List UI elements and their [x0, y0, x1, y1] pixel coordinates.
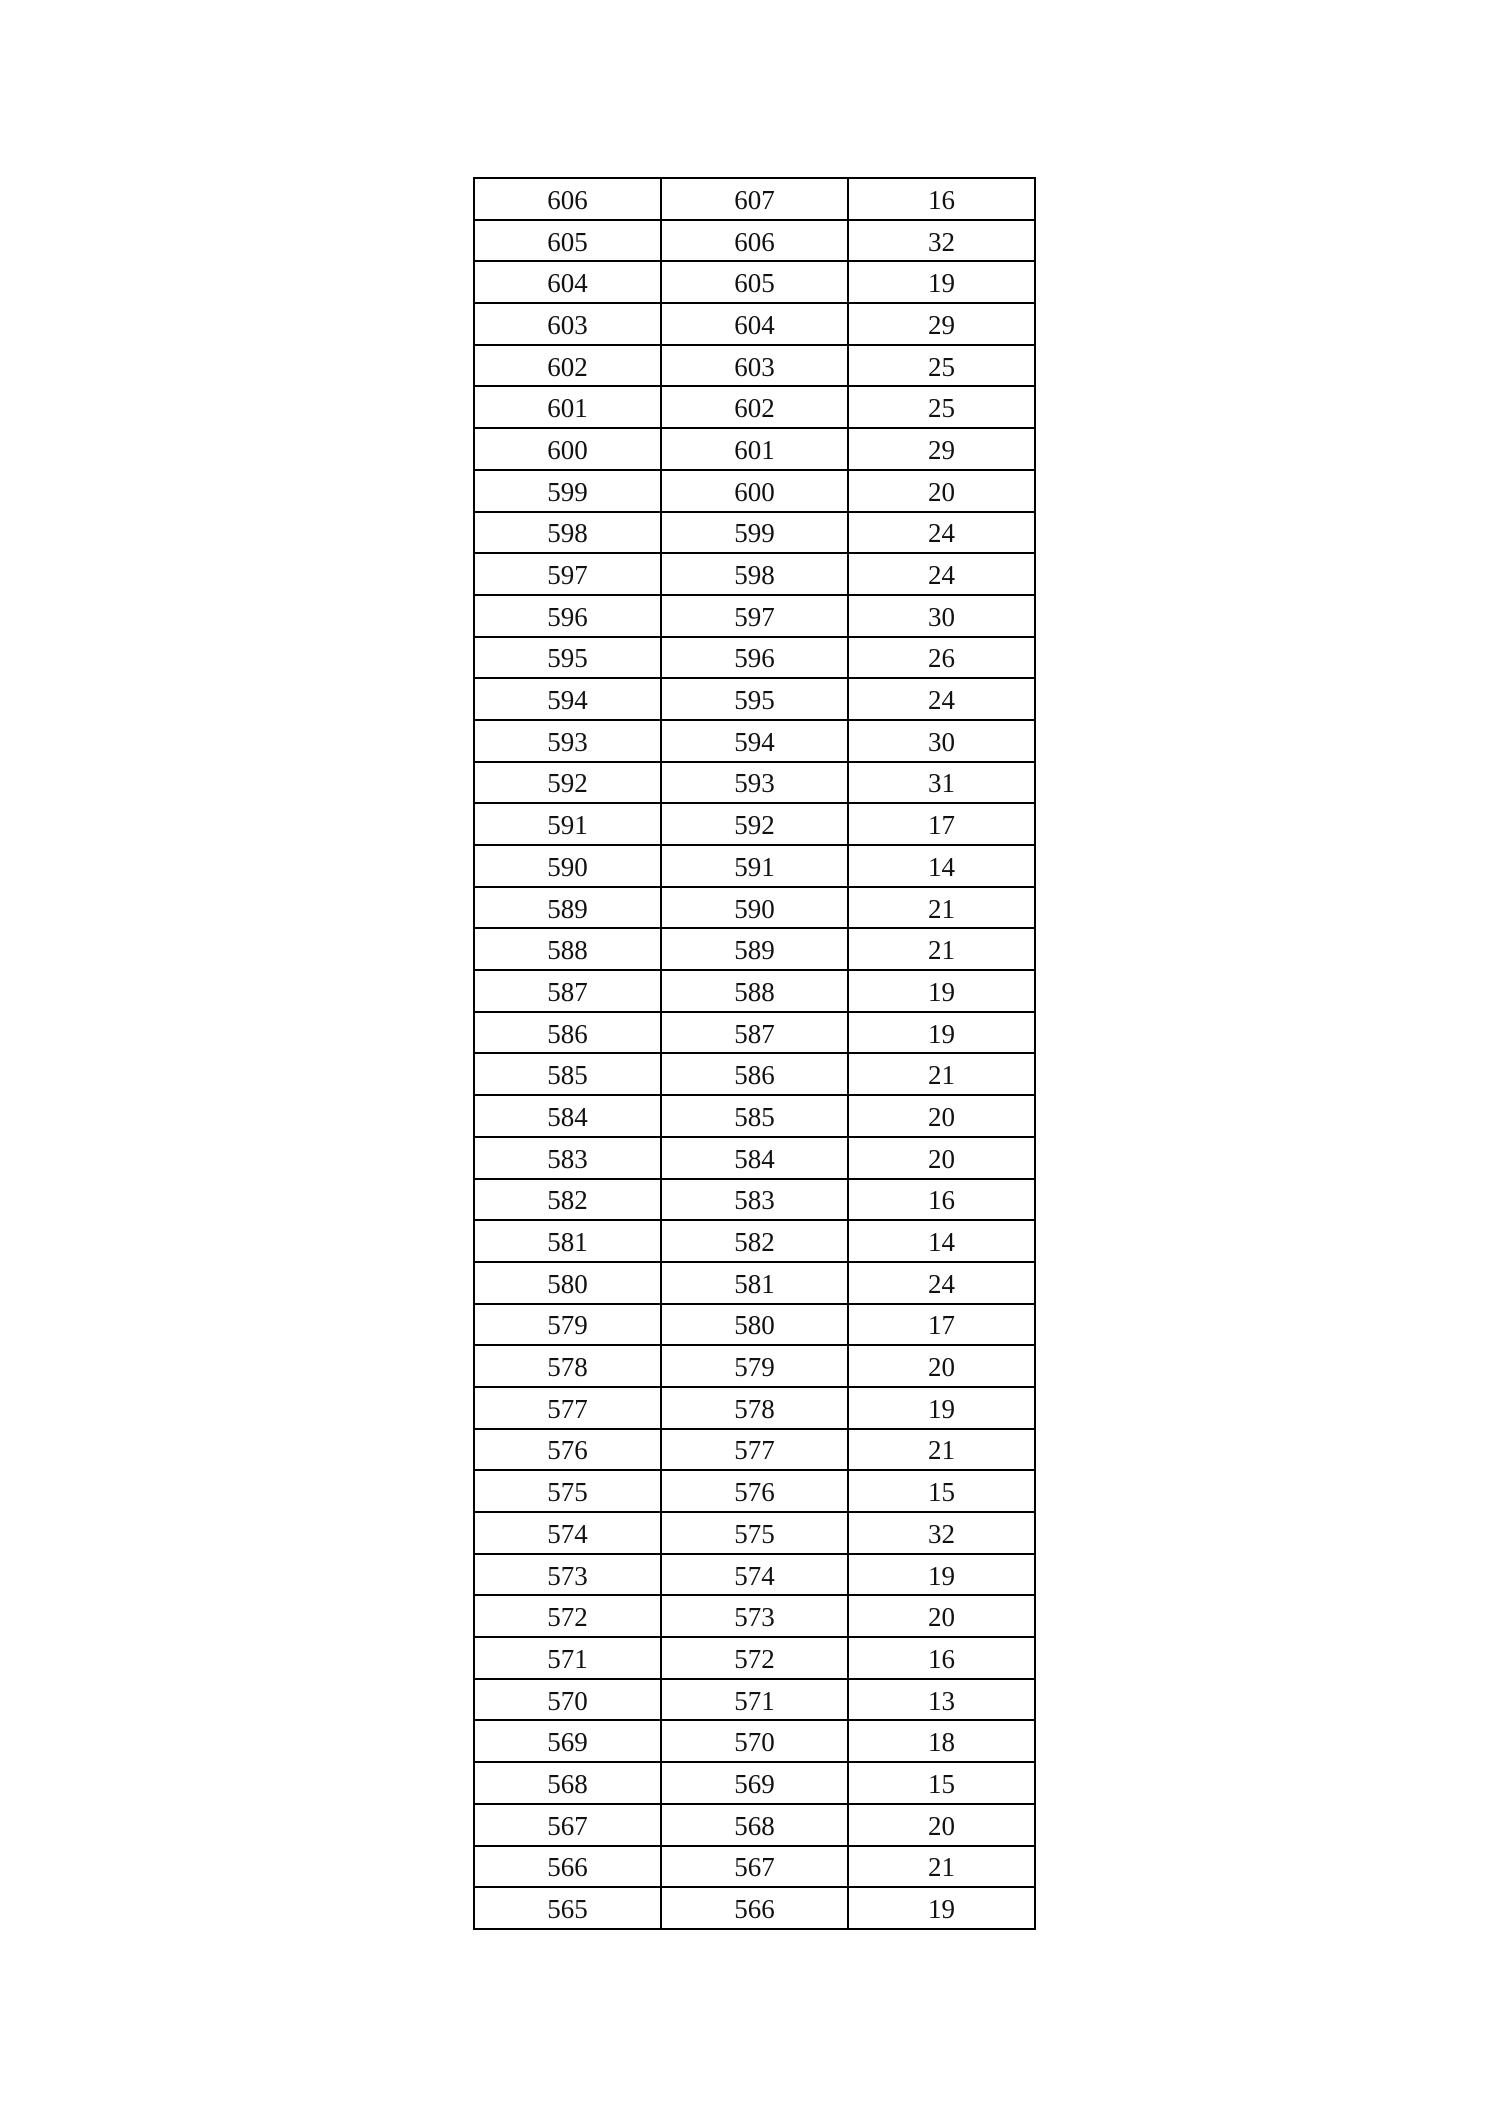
table-row	[474, 303, 1035, 345]
table-cell: 567	[474, 1804, 661, 1846]
table-cell: 576	[661, 1470, 848, 1512]
table-cell: 586	[474, 1012, 661, 1054]
table-cell: 581	[661, 1262, 848, 1304]
table-cell: 576	[474, 1429, 661, 1471]
table-row	[474, 470, 1035, 512]
table-cell: 24	[848, 553, 1035, 595]
table-row	[474, 1262, 1035, 1304]
table-cell: 20	[848, 1137, 1035, 1179]
table-cell: 29	[848, 303, 1035, 345]
table-cell: 21	[848, 928, 1035, 970]
table-cell: 24	[848, 678, 1035, 720]
table-cell: 592	[474, 762, 661, 804]
table-cell: 599	[661, 512, 848, 554]
table-cell: 577	[661, 1429, 848, 1471]
table-cell: 585	[661, 1095, 848, 1137]
table-cell: 591	[474, 803, 661, 845]
table-cell: 17	[848, 1304, 1035, 1346]
table-cell: 589	[661, 928, 848, 970]
table-cell: 589	[474, 887, 661, 929]
table-row	[474, 512, 1035, 554]
table-row	[474, 1012, 1035, 1054]
table-cell: 21	[848, 1846, 1035, 1888]
table-cell: 593	[474, 720, 661, 762]
table-row	[474, 678, 1035, 720]
table-row	[474, 1095, 1035, 1137]
table-cell: 16	[848, 178, 1035, 220]
table-row	[474, 1804, 1035, 1846]
table-cell: 580	[661, 1304, 848, 1346]
table-row	[474, 1637, 1035, 1679]
table-row	[474, 595, 1035, 637]
table-cell: 568	[474, 1762, 661, 1804]
table-cell: 17	[848, 803, 1035, 845]
table-cell: 582	[474, 1179, 661, 1221]
table-cell: 15	[848, 1470, 1035, 1512]
table-row	[474, 1554, 1035, 1596]
table-cell: 20	[848, 1804, 1035, 1846]
table-cell: 24	[848, 1262, 1035, 1304]
table-cell: 30	[848, 720, 1035, 762]
table-cell: 30	[848, 595, 1035, 637]
table-cell: 14	[848, 845, 1035, 887]
table-row	[474, 1429, 1035, 1471]
table-cell: 591	[661, 845, 848, 887]
table-cell: 573	[474, 1554, 661, 1596]
table-cell: 25	[848, 345, 1035, 387]
table-row	[474, 345, 1035, 387]
data-table-body	[474, 178, 1035, 1929]
table-cell: 599	[474, 470, 661, 512]
table-cell: 578	[661, 1387, 848, 1429]
table-cell: 574	[661, 1554, 848, 1596]
table-cell: 607	[661, 178, 848, 220]
table-cell: 572	[661, 1637, 848, 1679]
table-cell: 15	[848, 1762, 1035, 1804]
table-row	[474, 220, 1035, 262]
table-row	[474, 1387, 1035, 1429]
table-row	[474, 1470, 1035, 1512]
table-cell: 567	[661, 1846, 848, 1888]
table-row	[474, 1179, 1035, 1221]
table-cell: 579	[661, 1345, 848, 1387]
table-cell: 597	[474, 553, 661, 595]
table-cell: 25	[848, 386, 1035, 428]
table-cell: 575	[661, 1512, 848, 1554]
table-cell: 602	[661, 386, 848, 428]
table-cell: 19	[848, 1554, 1035, 1596]
table-row	[474, 1720, 1035, 1762]
table-cell: 21	[848, 1429, 1035, 1471]
table-cell: 575	[474, 1470, 661, 1512]
table-cell: 571	[661, 1679, 848, 1721]
table-cell: 20	[848, 1345, 1035, 1387]
table-row	[474, 1137, 1035, 1179]
table-cell: 570	[661, 1720, 848, 1762]
table-cell: 577	[474, 1387, 661, 1429]
table-cell: 604	[661, 303, 848, 345]
table-row	[474, 1679, 1035, 1721]
table-cell: 566	[474, 1846, 661, 1888]
table-cell: 19	[848, 261, 1035, 303]
table-cell: 579	[474, 1304, 661, 1346]
table-cell: 588	[661, 970, 848, 1012]
table-cell: 19	[848, 1887, 1035, 1929]
table-cell: 596	[661, 637, 848, 679]
table-cell: 26	[848, 637, 1035, 679]
table-row	[474, 1887, 1035, 1929]
table-row	[474, 178, 1035, 220]
table-cell: 570	[474, 1679, 661, 1721]
table-row	[474, 970, 1035, 1012]
table-cell: 595	[661, 678, 848, 720]
table-cell: 587	[661, 1012, 848, 1054]
data-table	[473, 177, 1036, 1930]
table-row	[474, 428, 1035, 470]
table-cell: 601	[474, 386, 661, 428]
table-cell: 16	[848, 1637, 1035, 1679]
table-cell: 578	[474, 1345, 661, 1387]
table-cell: 598	[474, 512, 661, 554]
table-cell: 19	[848, 1387, 1035, 1429]
table-cell: 601	[661, 428, 848, 470]
table-cell: 572	[474, 1595, 661, 1637]
table-row	[474, 1053, 1035, 1095]
table-cell: 606	[661, 220, 848, 262]
table-cell: 32	[848, 220, 1035, 262]
table-cell: 20	[848, 1095, 1035, 1137]
table-cell: 600	[661, 470, 848, 512]
table-row	[474, 637, 1035, 679]
table-cell: 594	[661, 720, 848, 762]
table-cell: 580	[474, 1262, 661, 1304]
table-cell: 605	[661, 261, 848, 303]
table-cell: 14	[848, 1220, 1035, 1262]
table-cell: 584	[474, 1095, 661, 1137]
table-cell: 597	[661, 595, 848, 637]
table-cell: 583	[661, 1179, 848, 1221]
table-cell: 571	[474, 1637, 661, 1679]
table-row	[474, 928, 1035, 970]
table-cell: 582	[661, 1220, 848, 1262]
table-cell: 581	[474, 1220, 661, 1262]
table-cell: 606	[474, 178, 661, 220]
table-cell: 568	[661, 1804, 848, 1846]
table-cell: 31	[848, 762, 1035, 804]
table-cell: 596	[474, 595, 661, 637]
table-row	[474, 1220, 1035, 1262]
table-cell: 20	[848, 470, 1035, 512]
table-cell: 594	[474, 678, 661, 720]
table-row	[474, 720, 1035, 762]
table-cell: 565	[474, 1887, 661, 1929]
table-cell: 602	[474, 345, 661, 387]
table-cell: 16	[848, 1179, 1035, 1221]
table-cell: 604	[474, 261, 661, 303]
table-row	[474, 887, 1035, 929]
table-cell: 574	[474, 1512, 661, 1554]
table-row	[474, 386, 1035, 428]
table-row	[474, 261, 1035, 303]
table-cell: 32	[848, 1512, 1035, 1554]
table-cell: 583	[474, 1137, 661, 1179]
table-cell: 588	[474, 928, 661, 970]
table-cell: 598	[661, 553, 848, 595]
table-cell: 21	[848, 887, 1035, 929]
table-cell: 600	[474, 428, 661, 470]
table-cell: 590	[474, 845, 661, 887]
table-cell: 566	[661, 1887, 848, 1929]
table-row	[474, 845, 1035, 887]
table-cell: 18	[848, 1720, 1035, 1762]
table-cell: 603	[661, 345, 848, 387]
table-row	[474, 803, 1035, 845]
table-cell: 605	[474, 220, 661, 262]
table-cell: 592	[661, 803, 848, 845]
table-cell: 569	[474, 1720, 661, 1762]
table-row	[474, 1345, 1035, 1387]
table-cell: 593	[661, 762, 848, 804]
table-cell: 590	[661, 887, 848, 929]
table-cell: 587	[474, 970, 661, 1012]
table-row	[474, 1762, 1035, 1804]
table-cell: 29	[848, 428, 1035, 470]
table-row	[474, 1846, 1035, 1888]
table-cell: 24	[848, 512, 1035, 554]
table-cell: 573	[661, 1595, 848, 1637]
table-cell: 569	[661, 1762, 848, 1804]
table-row	[474, 762, 1035, 804]
table-cell: 584	[661, 1137, 848, 1179]
table-cell: 595	[474, 637, 661, 679]
table-cell: 603	[474, 303, 661, 345]
table-row	[474, 1304, 1035, 1346]
table-cell: 13	[848, 1679, 1035, 1721]
table-row	[474, 1595, 1035, 1637]
table-cell: 20	[848, 1595, 1035, 1637]
table-row	[474, 1512, 1035, 1554]
table-cell: 19	[848, 1012, 1035, 1054]
table-cell: 19	[848, 970, 1035, 1012]
table-cell: 585	[474, 1053, 661, 1095]
table-cell: 586	[661, 1053, 848, 1095]
table-row	[474, 553, 1035, 595]
table-cell: 21	[848, 1053, 1035, 1095]
